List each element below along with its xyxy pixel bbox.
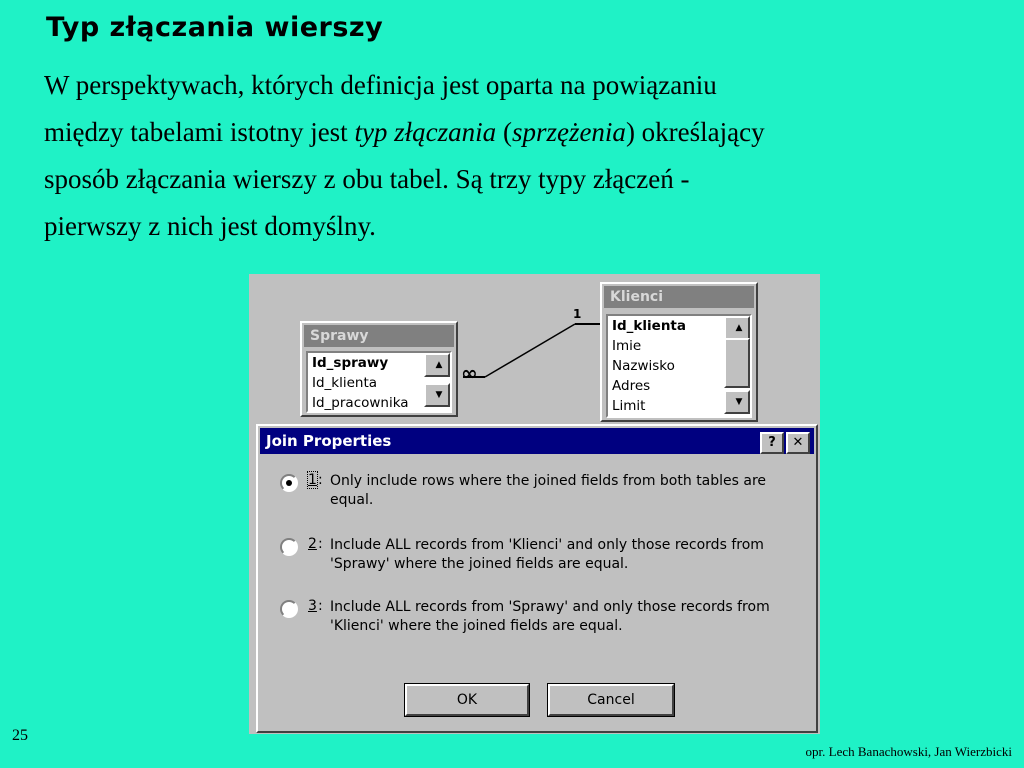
field-item[interactable]: Id_pracownika	[312, 395, 409, 411]
option-1-label[interactable]: Only include rows where the joined fields from both tables are equal.	[330, 473, 767, 508]
paragraph-line-4: pierwszy z nich jest domyślny.	[44, 211, 376, 241]
ok-button[interactable]: OK	[405, 684, 529, 716]
scroll-down-icon[interactable]: ▼	[724, 390, 750, 414]
option-3-label[interactable]: Include ALL records from 'Sprawy' and only those records from 'Klienci' where the joined fields are equal.	[330, 599, 770, 634]
slide-paragraph	[44, 62, 1004, 250]
option-2-number: 2	[308, 536, 317, 552]
dialog-titlebar[interactable]	[260, 428, 814, 454]
table-klienci-fields[interactable]	[606, 314, 752, 418]
slide-title: Typ złączania wierszy	[46, 12, 384, 43]
slide-footer: opr. Lech Banachowski, Jan Wierzbicki	[805, 744, 1012, 759]
option-2-label[interactable]: Include ALL records from 'Klienci' and only those records from 'Sprawy' where the joined fields are equal.	[330, 537, 764, 572]
scroll-up-icon[interactable]: ▲	[424, 353, 450, 377]
field-item[interactable]: Adres	[612, 378, 651, 394]
scroll-up-icon[interactable]: ▲	[724, 316, 750, 340]
field-item[interactable]: Nazwisko	[612, 358, 675, 374]
field-item[interactable]: Id_klienta	[312, 375, 378, 391]
field-item[interactable]: Id_klienta	[612, 318, 686, 334]
dialog-title: Join Properties	[266, 432, 392, 450]
join-properties-dialog: Join Properties ? ✕ 1 : Only include rows where the joined fields from both tables are equal. 2 : Include ALL records from 'Klienci' and only those records from 'Sprawy' where the joined fields are equal. 3 : Include ALL records from 'Sprawy' and only those records from 'Klienci' where the joined fields are equal. OK Cancel	[256, 424, 818, 733]
scroll-down-icon[interactable]: ▼	[424, 383, 450, 407]
scrollbar[interactable]	[424, 353, 450, 400]
field-item[interactable]: Limit	[612, 398, 646, 414]
radio-option-2[interactable]	[280, 538, 298, 556]
field-item[interactable]: Imie	[612, 338, 642, 354]
table-sprawy[interactable]	[300, 321, 458, 417]
relation-one-label: 1	[573, 307, 582, 321]
cancel-button[interactable]: Cancel	[548, 684, 674, 716]
option-3-number: 3	[308, 598, 317, 614]
paragraph-line-2: między tabelami istotny jest typ złączania (sprzężenia) określający	[44, 117, 765, 147]
scrollbar[interactable]	[724, 316, 750, 407]
table-klienci[interactable]	[600, 282, 758, 422]
help-button[interactable]: ?	[760, 432, 784, 454]
paragraph-line-1: W perspektywach, których definicja jest oparta na powiązaniu	[44, 70, 717, 100]
table-sprawy-title[interactable]: Sprawy	[304, 325, 454, 347]
relation-many-label: ∞	[461, 361, 478, 385]
field-item[interactable]: Id_sprawy	[312, 355, 389, 371]
radio-option-1[interactable]	[280, 474, 298, 492]
table-sprawy-fields[interactable]	[306, 351, 452, 413]
paragraph-line-3: sposób złączania wierszy z obu tabel. Są trzy typy złączeń -	[44, 164, 690, 194]
slide-number: 25	[12, 727, 28, 744]
table-klienci-title[interactable]: Klienci	[604, 286, 754, 308]
term-sprzezenia: sprzężenia	[511, 117, 626, 147]
option-1-number: 1	[308, 472, 317, 488]
scroll-thumb[interactable]	[724, 338, 750, 388]
radio-option-3[interactable]	[280, 600, 298, 618]
close-button[interactable]: ✕	[786, 432, 810, 454]
term-typ-zlaczania: typ złączania	[354, 117, 497, 147]
